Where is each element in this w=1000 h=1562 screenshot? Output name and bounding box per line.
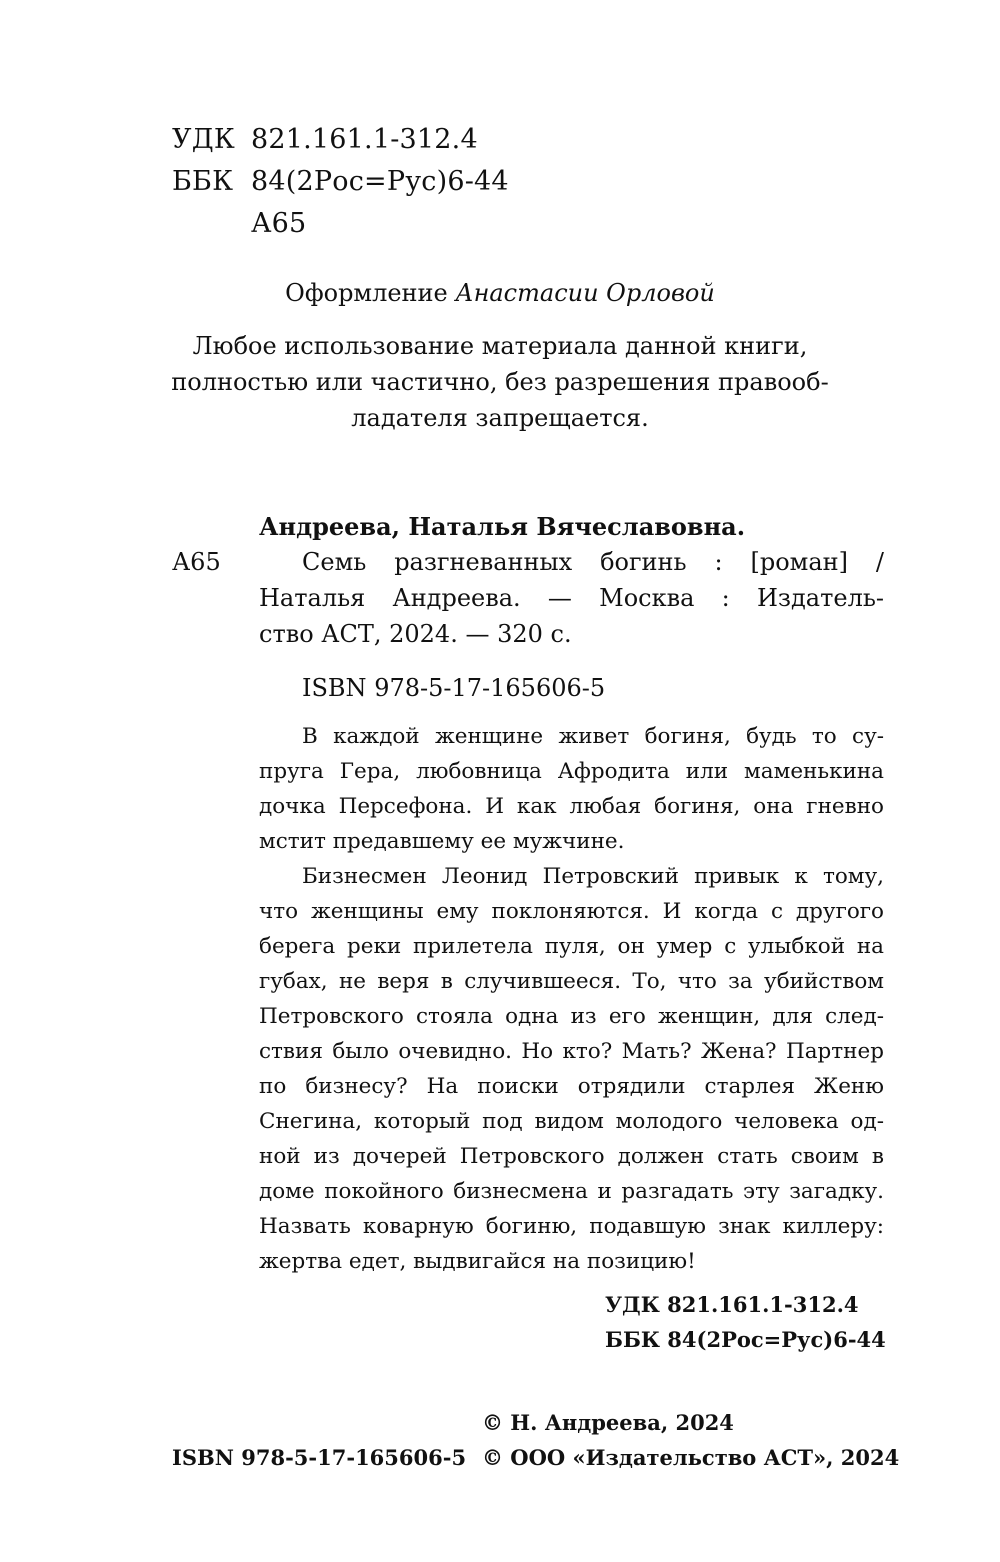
annotation-line: Снегина, который под видом молодого человека од- — [259, 1109, 884, 1134]
annotation-line: берега реки прилетела пуля, он умер с улыбкой на — [259, 934, 884, 959]
design-credit-prefix: Оформление — [285, 279, 448, 307]
annotation-line: Бизнесмен Леонид Петровский привык к тому, — [302, 864, 884, 889]
copyright-author: © Н. Андреева, 2024 — [482, 1410, 734, 1435]
record-description-line-3: ство АСТ, 2024. — 320 с. — [259, 620, 572, 648]
author-mark: А65 — [251, 208, 307, 239]
bbk-label: ББК — [172, 166, 234, 197]
record-description-line-1: Семь разгневанных богинь : [роман] / — [302, 548, 884, 576]
author-heading: Андреева, Наталья Вячеславовна. — [259, 512, 746, 541]
copyright-notice-line-2: полностью или частично, без разрешения правооб- — [171, 368, 829, 396]
annotation-line: губах, не веря в случившееся. То, что за убийством — [259, 969, 884, 994]
annotation-line: ствия было очевидно. Но кто? Мать? Жена? Партнер — [259, 1039, 884, 1064]
copyright-notice-line-1: Любое использование материала данной книги, — [192, 332, 808, 360]
udk-value: 821.161.1-312.4 — [251, 124, 478, 155]
footer-udk: УДК 821.161.1-312.4 — [605, 1292, 859, 1317]
annotation-line: Назвать коварную богиню, подавшую знак киллеру: — [259, 1214, 884, 1239]
annotation-line: доме покойного бизнесмена и разгадать эту загадку. — [259, 1179, 884, 1204]
design-credit-name: Анастасии Орловой — [455, 279, 715, 307]
annotation-line: мстит предавшему ее мужчине. — [259, 829, 625, 854]
record-isbn: ISBN 978-5-17-165606-5 — [302, 674, 606, 702]
annotation-line: по бизнесу? На поиски отрядили старлея Женю — [259, 1074, 884, 1099]
annotation-line: жертва едет, выдвигайся на позицию! — [259, 1249, 696, 1274]
annotation-line: Петровского стояла одна из его женщин, для след- — [259, 1004, 884, 1029]
annotation-line: пруга Гера, любовница Афродита или маменькина — [259, 759, 884, 784]
annotation-line: В каждой женщине живет богиня, будь то су- — [302, 724, 884, 749]
footer-bbk: ББК 84(2Рос=Рус)6-44 — [605, 1327, 886, 1352]
design-credit — [0, 279, 1000, 307]
udk-label: УДК — [172, 124, 235, 155]
copyright-publisher: © ООО «Издательство АСТ», 2024 — [482, 1445, 900, 1470]
record-author-mark: А65 — [172, 548, 221, 576]
annotation-line: дочка Персефона. И как любая богиня, она гневно — [259, 794, 884, 819]
annotation-line: что женщины ему поклоняются. И когда с другого — [259, 899, 884, 924]
imprint-isbn: ISBN 978-5-17-165606-5 — [172, 1445, 467, 1470]
bbk-value: 84(2Рос=Рус)6-44 — [251, 166, 509, 197]
record-description-line-2: Наталья Андреева. — Москва : Издатель- — [259, 584, 884, 612]
copyright-notice-line-3: ладателя запрещается. — [351, 404, 649, 432]
annotation-line: ной из дочерей Петровского должен стать своим в — [259, 1144, 884, 1169]
